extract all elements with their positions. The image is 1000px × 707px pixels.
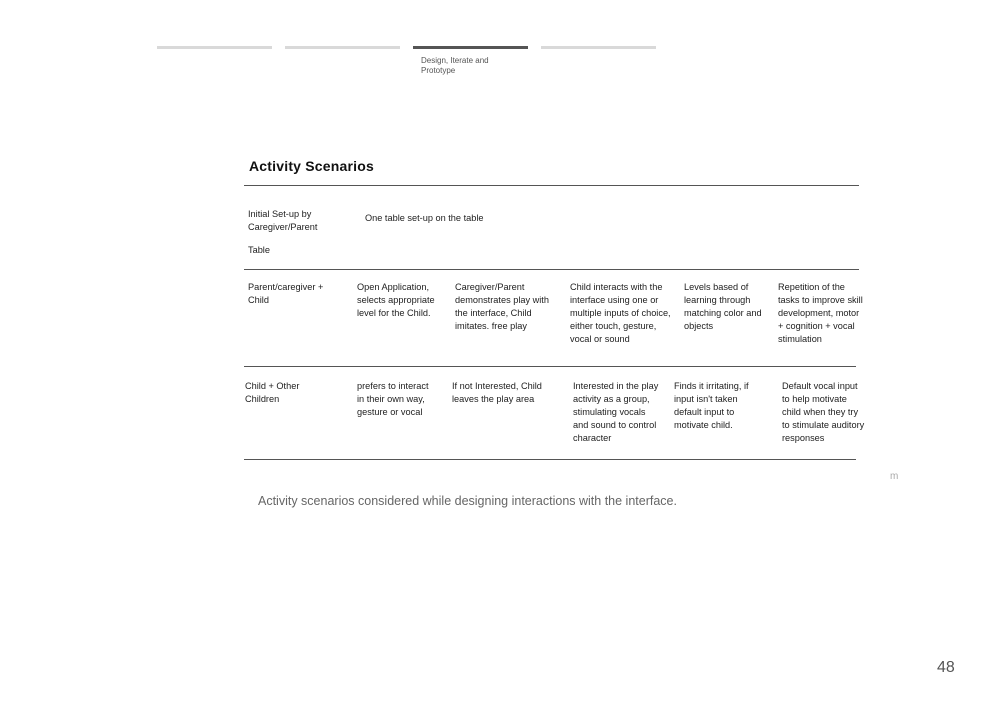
row-1-cell-5: Repetition of the tasks to improve skill development, motor + cognition + vocal stimulation — [778, 282, 863, 344]
section-title: Activity Scenarios — [249, 158, 374, 174]
setup-sublabel: Table — [248, 245, 270, 255]
table-rule-1 — [244, 269, 859, 270]
row-2-cell-2: If not Interested, Child leaves the play area — [452, 381, 542, 404]
page-number: 48 — [937, 659, 955, 676]
row-2-cell-1: prefers to interact in their own way, gesture or vocal — [357, 381, 429, 417]
row-1-cell-3: Child interacts with the interface using one or multiple inputs of choice, either touch, gesture, vocal or sound — [570, 282, 671, 344]
progress-step-3-active — [413, 46, 528, 49]
progress-step-2 — [285, 46, 400, 49]
progress-step-1 — [157, 46, 272, 49]
row-1-actor: Parent/caregiver + Child — [248, 282, 324, 305]
row-1-cell-1: Open Application, selects appropriate level for the Child. — [357, 282, 435, 318]
row-2-cell-3: Interested in the play activity as a group, stimulating vocals and sound to control character — [573, 381, 659, 443]
row-1-cell-4: Levels based of learning through matching color and objects — [684, 282, 762, 331]
progress-indicator — [157, 46, 657, 86]
row-2-actor: Child + Other Children — [245, 381, 300, 404]
table-top-rule — [244, 185, 859, 186]
table-bottom-rule — [244, 459, 856, 460]
corner-mark: m — [890, 471, 899, 482]
setup-description: One table set-up on the table — [365, 213, 484, 223]
figure-caption: Activity scenarios considered while designing interactions with the interface. — [258, 494, 677, 508]
row-2-cell-5: Default vocal input to help motivate child when they try to stimulate auditory responses — [782, 381, 865, 443]
row-1-cell-2: Caregiver/Parent demonstrates play with the interface, Child imitates. free play — [455, 282, 549, 331]
setup-label: Initial Set-up by Caregiver/Parent — [248, 209, 318, 232]
progress-step-label: Design, Iterate and Prototype — [421, 56, 489, 75]
table-rule-2 — [244, 366, 856, 367]
row-2-cell-4: Finds it irritating, if input isn't taken default input to motivate child. — [674, 381, 749, 430]
progress-step-4 — [541, 46, 656, 49]
